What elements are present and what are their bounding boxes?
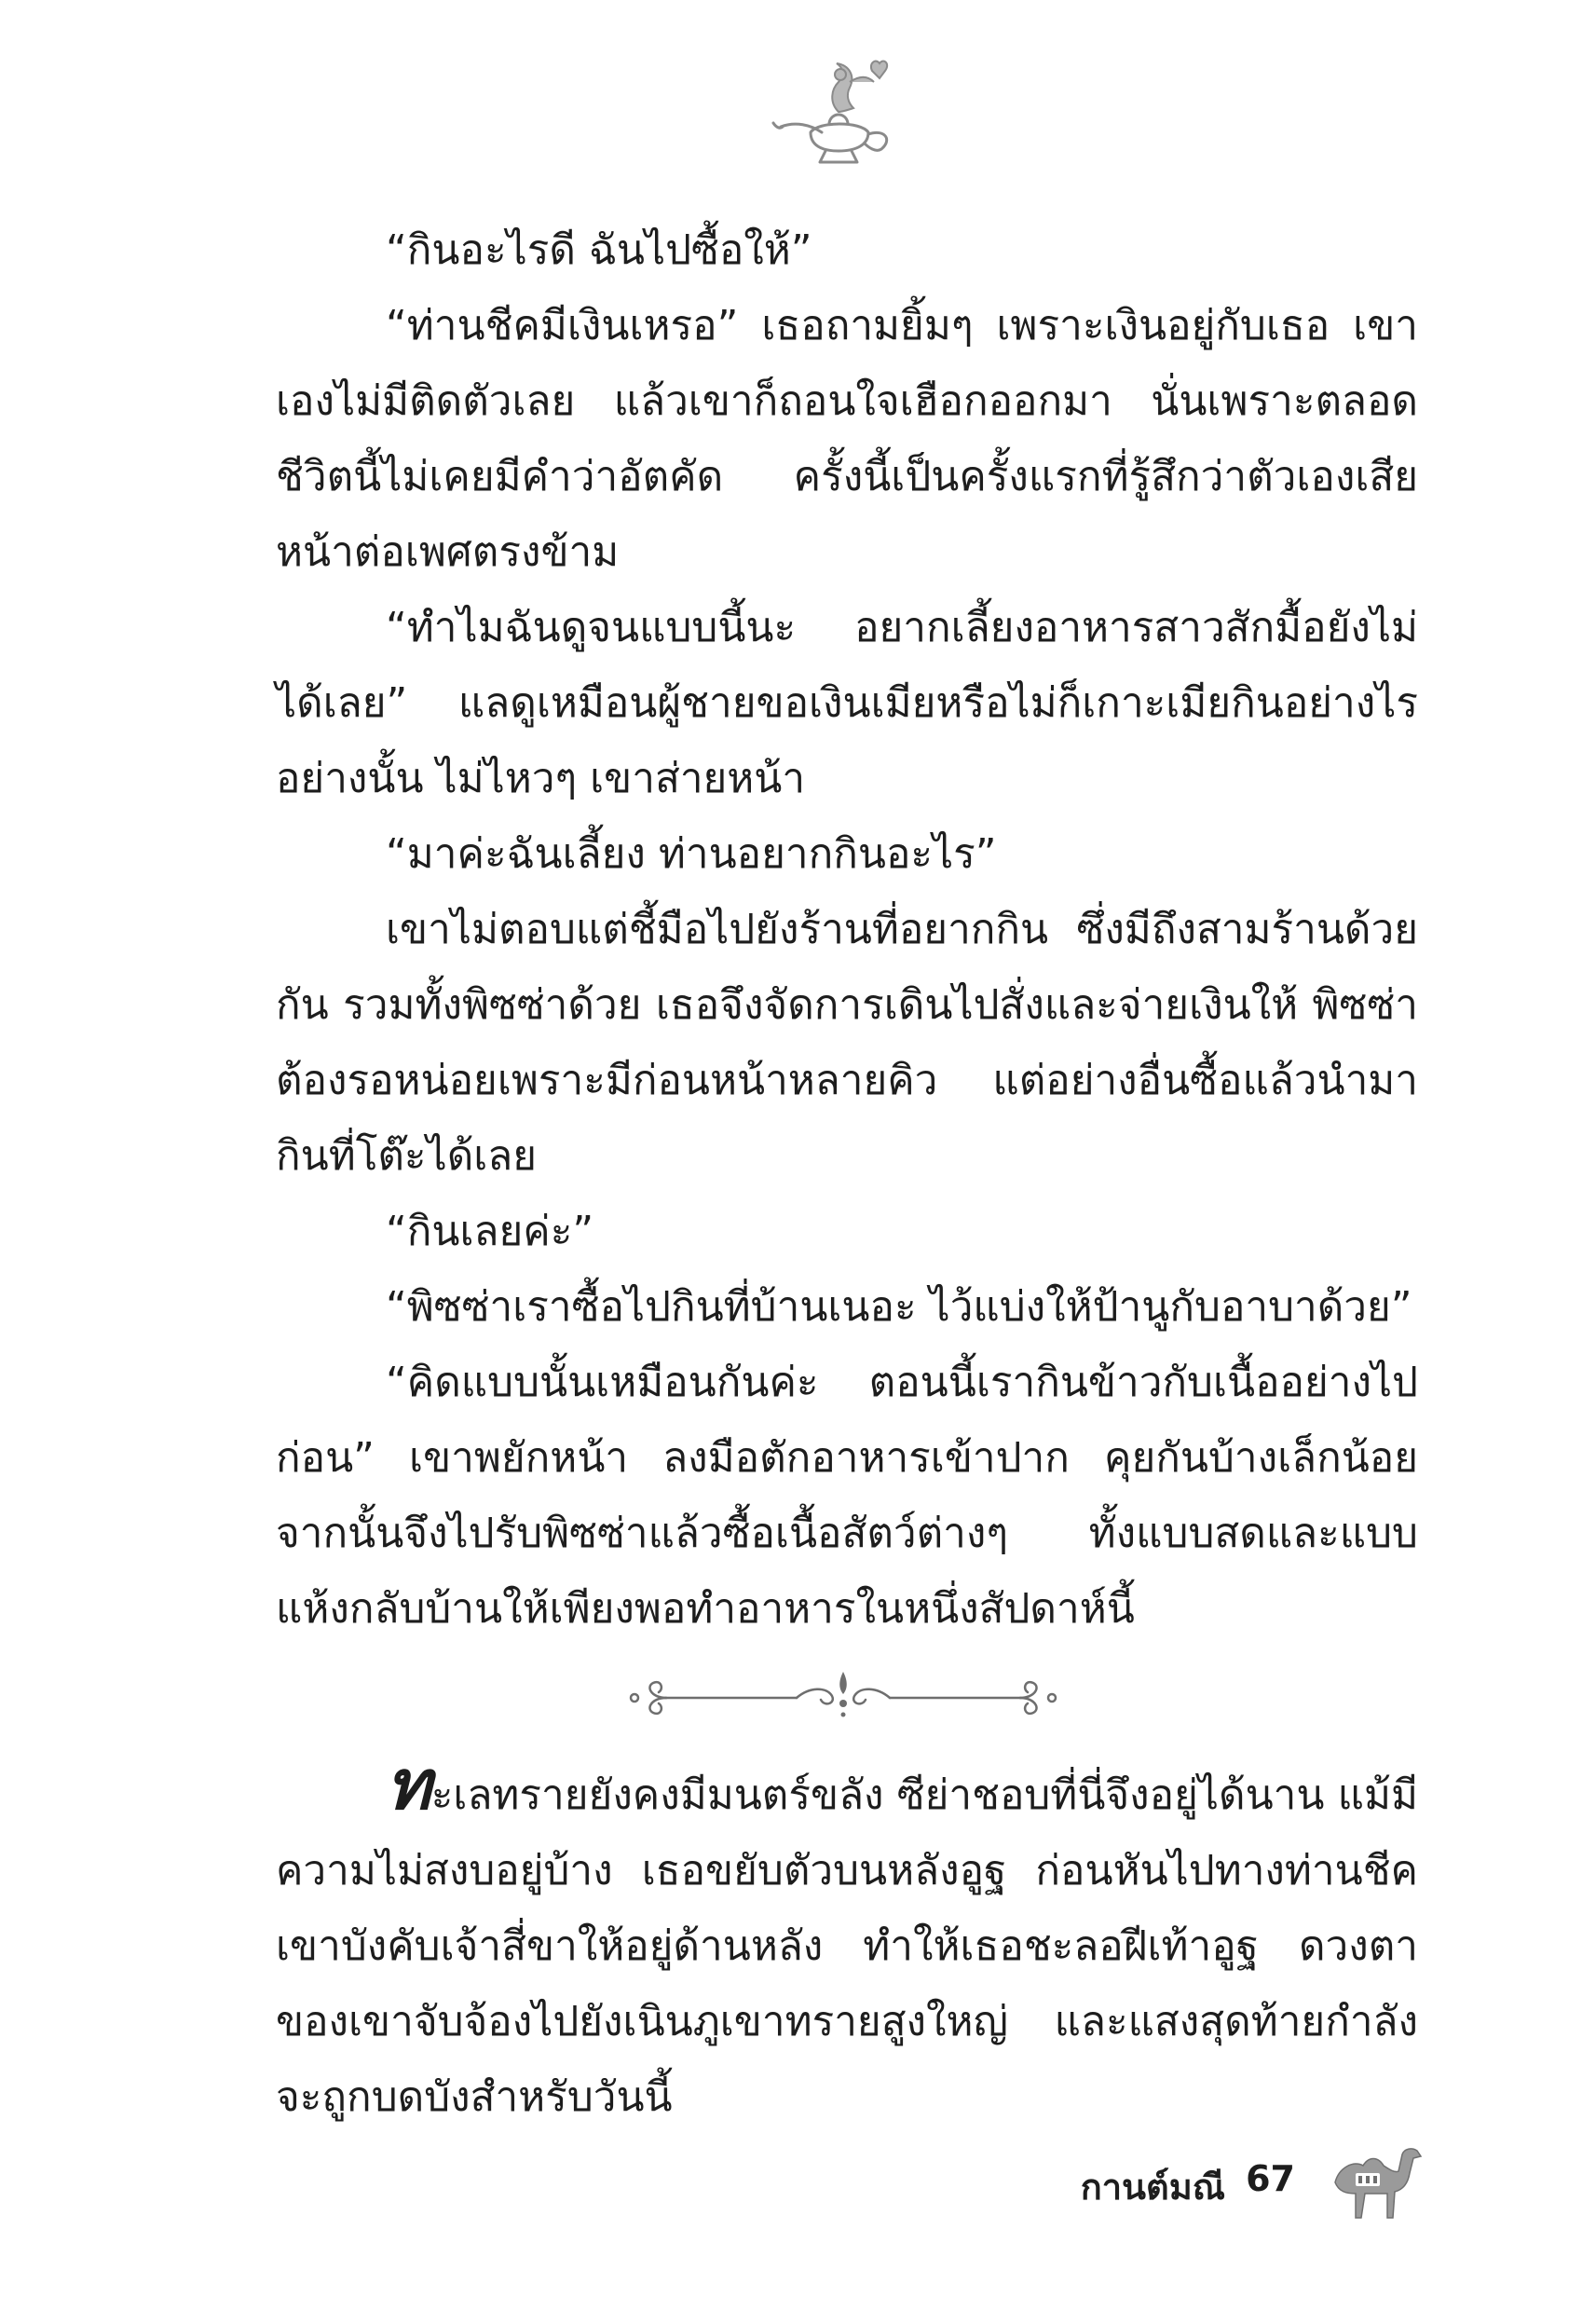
paragraph: “พิซซ่าเราซื้อไปกินที่บ้านเนอะ ไว้แบ่งให้ป้านูกับอาบาด้วย” bbox=[386, 1283, 1412, 1331]
lamp-icon bbox=[764, 54, 913, 173]
author-name: กานต์มณี bbox=[1080, 2167, 1225, 2208]
ornamental-divider-icon bbox=[610, 1666, 1076, 1724]
page-number: 67 bbox=[1246, 2158, 1295, 2199]
paragraph: เขาไม่ตอบแต่ชี้มือไปยังร้านที่อยากกิน ซึ่งมีถึงสามร้านด้วยกัน รวมทั้งพิซซ่าด้วย เธอจึงจัดการเดินไปสั่งและจ่ายเงินให้ พิซซ่าต้องรอหน่อยเพราะมีก่อนหน้าหลายคิว แต่อย่างอื่นซื้อแล้วนำมากินที่โต๊ะได้เลย bbox=[276, 906, 1418, 1180]
paragraph-with-drop-cap bbox=[276, 1745, 1418, 2135]
paragraph: “คิดแบบนั้นเหมือนกันค่ะ ตอนนี้เรากินข้าวกับเนื้ออย่างไปก่อน” เขาพยักหน้า ลงมือตักอาหารเข้าปาก คุยกันบ้างเล็กน้อย จากนั้นจึงไปรับพิซซ่าแล้วซื้อเนื้อสัตว์ต่างๆ ทั้งแบบสดและแบบแห้งกลับบ้านให้เพียงพอทำอาหารในหนึ่งสัปดาห์นี้ bbox=[276, 1359, 1418, 1633]
paragraph: “มาค่ะฉันเลี้ยง ท่านอยากกินอะไร” bbox=[386, 830, 997, 878]
paragraph: “ทำไมฉันดูจนแบบนี้นะ อยากเลี้ยงอาหารสาวสักมื้อยังไม่ได้เลย” แลดูเหมือนผู้ชายขอเงินเมียหรือไม่ก็เกาะเมียกินอย่างไรอย่างนั้น ไม่ไหวๆ เขาส่ายหน้า bbox=[276, 604, 1418, 802]
camel-icon bbox=[1328, 2140, 1425, 2223]
paragraph: “กินเลยค่ะ” bbox=[386, 1208, 594, 1255]
paragraph-text: ะเลทรายยังคงมีมนตร์ขลัง ซีย่าชอบที่นี่จึงอยู่ได้นาน แม้มีความไม่สงบอยู่บ้าง เธอขยับตัวบนหลังอูฐ ก่อนหันไปทางท่านชีค เขาบังคับเจ้าสี่ขาให้อยู่ด้านหลัง ทำให้เธอชะลอฝีเท้าอูฐ ดวงตาของเขาจับจ้องไปยังเนินภูเขาทรายสูงใหญ่ และแสงสุดท้ายกำลังจะถูกบดบังสำหรับวันนี้ bbox=[276, 1771, 1418, 2121]
paragraph: “ท่านชีคมีเงินเหรอ” เธอถามยิ้มๆ เพราะเงินอยู่กับเธอ เขาเองไม่มีติดตัวเลย แล้วเขาก็ถอนใจเฮือกออกมา นั่นเพราะตลอดชีวิตนี้ไม่เคยมีคำว่าอัตคัด ครั้งนี้เป็นครั้งแรกที่รู้สึกว่าตัวเองเสียหน้าต่อเพศตรงข้าม bbox=[276, 302, 1418, 576]
body-text-block-1 bbox=[276, 212, 1418, 1647]
drop-cap: ท bbox=[386, 1745, 431, 1826]
page-footer bbox=[1080, 2140, 1425, 2223]
body-text-block-2 bbox=[276, 1745, 1418, 2135]
paragraph: “กินอะไรดี ฉันไปซื้อให้” bbox=[386, 226, 812, 274]
